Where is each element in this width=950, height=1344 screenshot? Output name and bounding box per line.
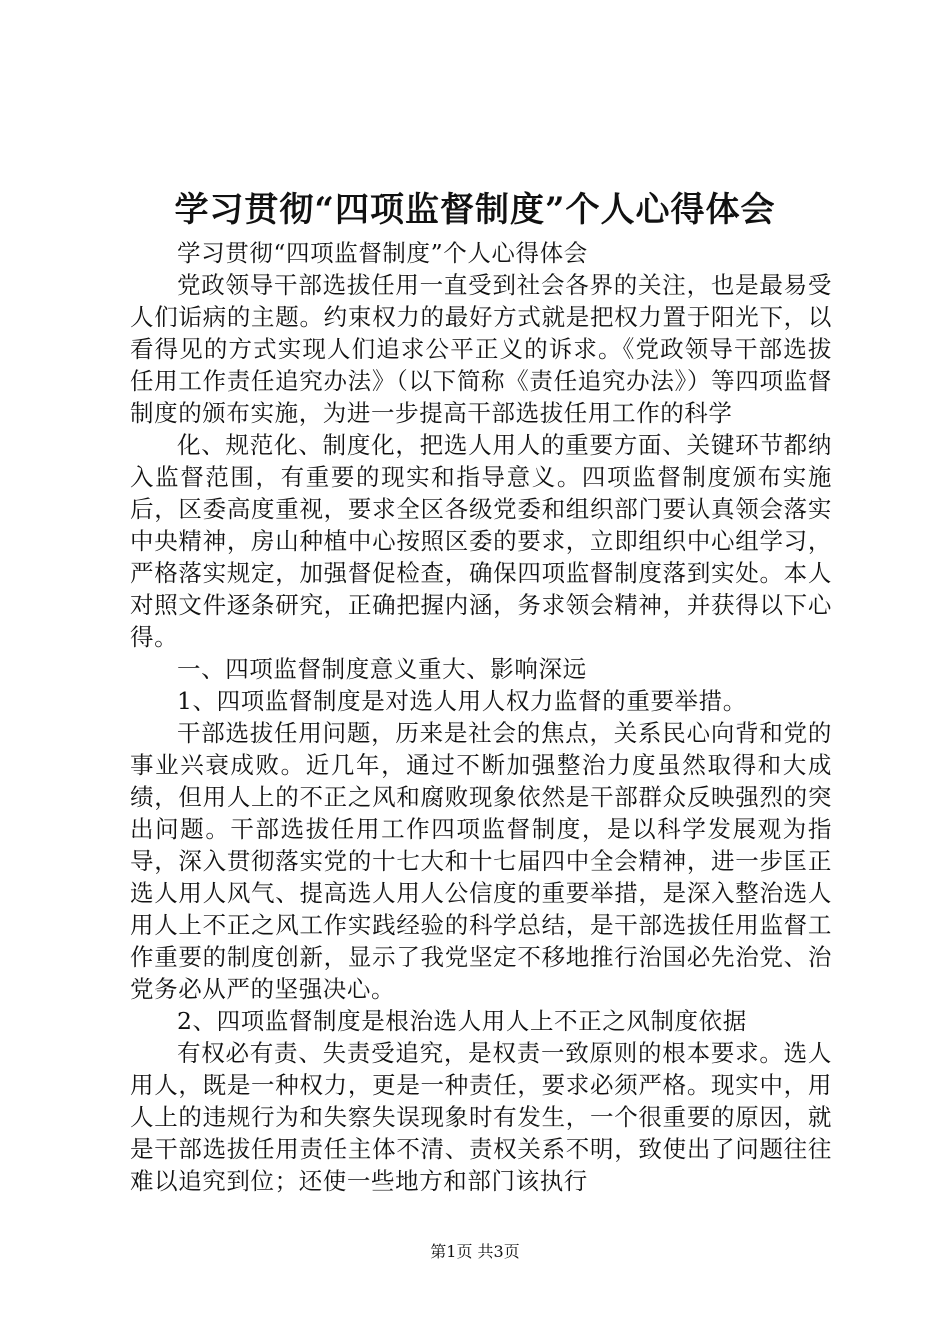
document-title: 学习贯彻“四项监督制度”个人心得体会 [174, 190, 776, 230]
paragraph: 有权必有责、失责受追究，是权责一致原则的根本要求。选人用人，既是一种权力，更是一种责任，要求必须严格。现实中，用人上的违规行为和失察失误现象时有发生，一个很重要的原因，就是干部选拔任用责任主体不清、责权关系不明，致使出了问题往往难以追究到位；还使一些地方和部门该执行 [130, 1039, 832, 1195]
subsection-heading: 2、四项监督制度是根治选人用人上不正之风制度依据 [177, 1007, 747, 1035]
section-heading: 一、四项监督制度意义重大、影响深远 [177, 655, 587, 683]
subsection-heading: 1、四项监督制度是对选人用人权力监督的重要举措。 [177, 687, 747, 715]
paragraph: 化、规范化、制度化，把选人用人的重要方面、关键环节都纳入监督范围，有重要的现实和指导意义。四项监督制度颁布实施后，区委高度重视，要求全区各级党委和组织部门要认真领会落实中央精神，房山种植中心按照区委的要求，立即组织中心组学习，严格落实规定，加强督促检查，确保四项监督制度落到实处。本人对照文件逐条研究，正确把握内涵，务求领会精神，并获得以下心得。 [130, 431, 832, 651]
paragraph-subtitle: 学习贯彻“四项监督制度”个人心得体会 [177, 239, 588, 267]
paragraph: 干部选拔任用问题，历来是社会的焦点，关系民心向背和党的事业兴衰成败。近几年，通过不断加强整治力度虽然取得和大成绩，但用人上的不正之风和腐败现象依然是干部群众反映强烈的突出问题。干部选拔任用工作四项监督制度，是以科学发展观为指导，深入贯彻落实党的十七大和十七届四中全会精神，进一步匡正选人用人风气、提高选人用人公信度的重要举措，是深入整治选人用人上不正之风工作实践经验的科学总结，是干部选拔任用监督工作重要的制度创新，显示了我党坚定不移地推行治国必先治党、治党务必从严的坚强决心。 [130, 719, 832, 1003]
paragraph: 党政领导干部选拔任用一直受到社会各界的关注，也是最易受人们诟病的主题。约束权力的最好方式就是把权力置于阳光下，以看得见的方式实现人们追求公平正义的诉求。《党政领导干部选拔任用工作责任追究办法》（以下简称《责任追究办法》）等四项监督制度的颁布实施，为进一步提高干部选拔任用工作的科学 [130, 271, 832, 427]
page-footer: 第1页 共3页 [430, 1242, 520, 1261]
document-body [130, 237, 832, 1197]
